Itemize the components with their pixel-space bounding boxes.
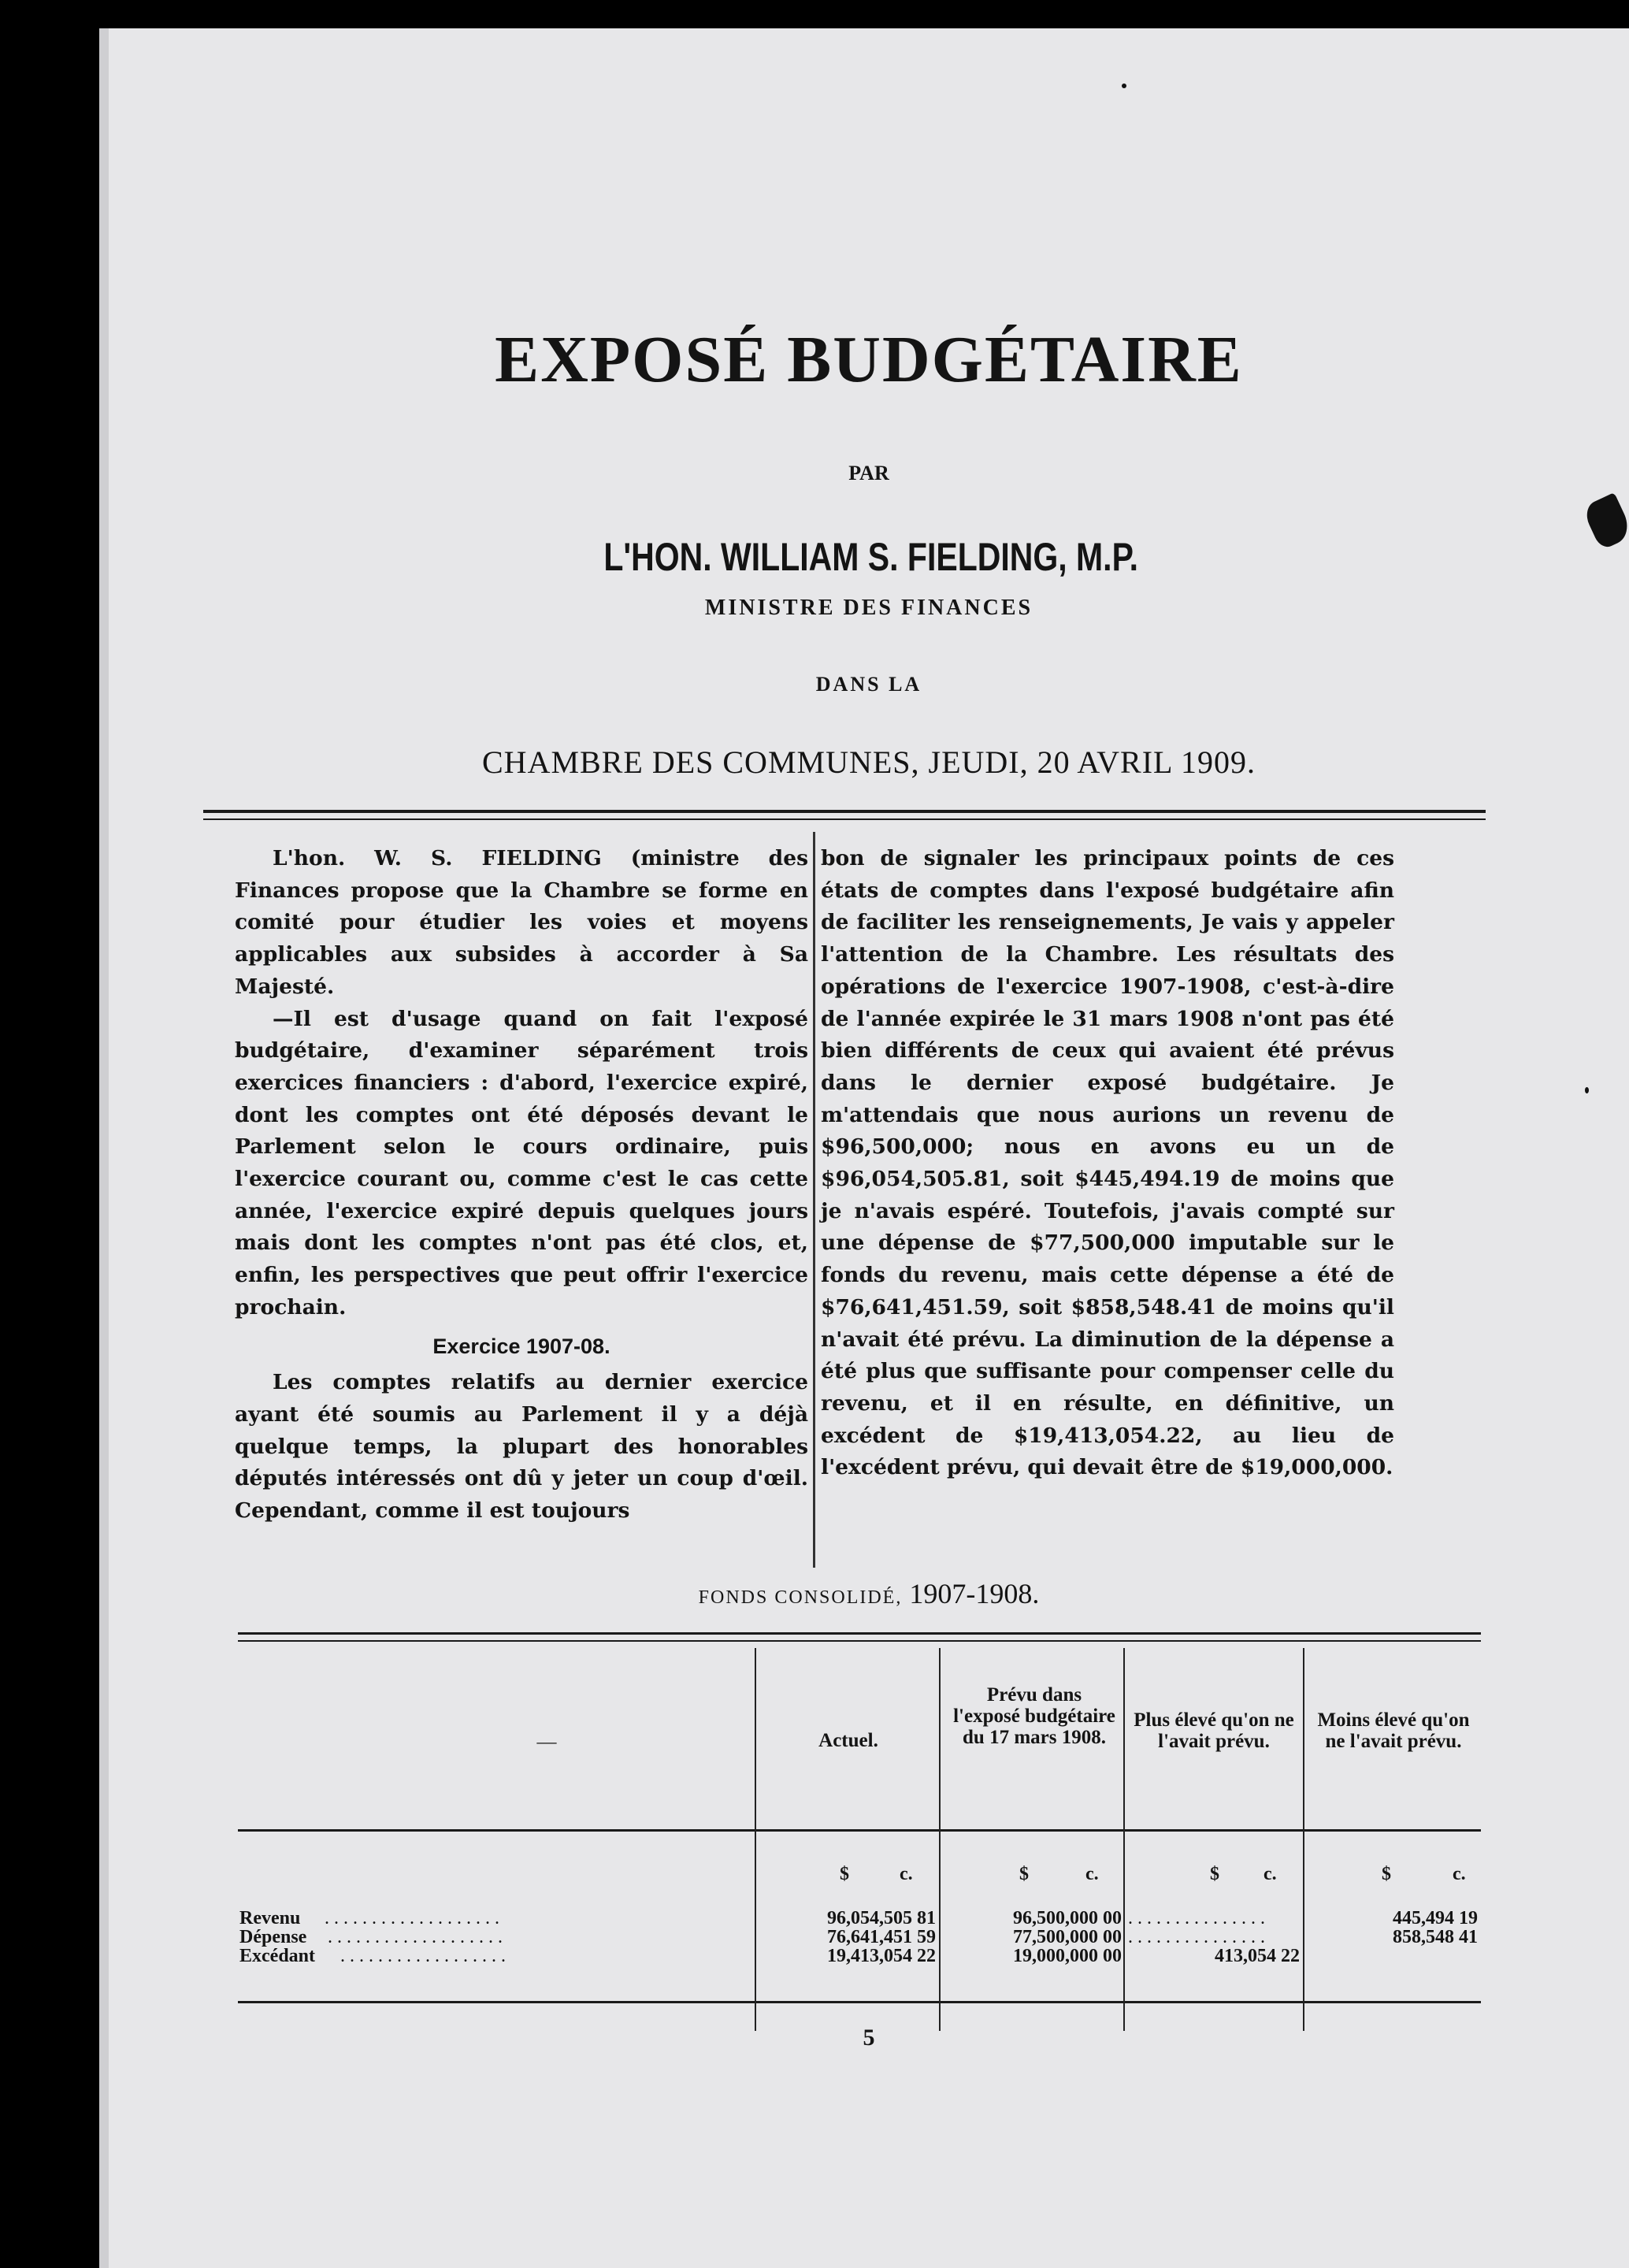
table-caption bbox=[109, 1577, 1629, 1610]
left-column bbox=[235, 843, 808, 1527]
cell-forecast: 19,000,000 00 bbox=[1013, 1946, 1122, 1966]
header-actual: Actuel. bbox=[818, 1730, 878, 1751]
ministry-title: MINISTRE DES FINANCES bbox=[704, 596, 1033, 620]
currency-cents: c. bbox=[900, 1864, 913, 1884]
header-lower: Moins élevé qu'on ne l'avait prévu. bbox=[1317, 1709, 1470, 1752]
table-rule-top bbox=[238, 1632, 1481, 1635]
column-divider bbox=[813, 832, 815, 1568]
currency-cents: c. bbox=[1263, 1864, 1277, 1884]
row-label-revenu: Revenu bbox=[239, 1908, 301, 1928]
table-col-divider bbox=[1303, 1648, 1304, 2031]
header-forecast: Prévu dans l'exposé budgétaire du 17 mars 1908. bbox=[953, 1684, 1115, 1748]
heading-rule-bottom bbox=[203, 818, 1486, 820]
heading-rule-top bbox=[203, 810, 1486, 813]
cell-lower: 858,548 41 bbox=[1393, 1927, 1478, 1947]
author-name: L'HON. WILLIAM S. FIELDING, M.P. bbox=[603, 535, 1139, 579]
cell-actual: 96,054,505 81 bbox=[827, 1908, 936, 1928]
currency-cents: c. bbox=[1453, 1864, 1466, 1884]
leader-dots: . . . . . . . . . . . . . . . . . . bbox=[340, 1946, 506, 1966]
leader-dots: . . . . . . . . . . . . . . . . . . . bbox=[325, 1908, 499, 1928]
paragraph: bon de signaler les principaux points de ces états de comptes dans l'exposé budgétaire afin de faciliter les renseignements, Je vais y appeler l'attention de la Chambre. Les résultats des opérations de l'exercice 1907-1908, c'est-à-dire de l'année expirée le 31 mars 1908 n'ont pas été bien différents de ceux qui avaient été prévus dans le dernier exposé budgétaire. Je m'attendais que nous aurions un revenu de $96,500,000; nous en avons eu un de $96,054,505.81, soit $445,494.19 de moins que je n'avais espéré. Toutefois, j'avais compté sur une dépense de $77,500,000 imputable sur le fonds du revenu, mais cette dépense a été de $76,641,451.59, soit $858,548.41 de moins qu'il n'avait été prévu. La diminution de la dépense a été plus que suffisante pour compenser celle du revenu, et il en résulte, en définitive, un excédent de $19,413,054.22, au lieu de l'excédent prévu, qui devait être de $19,000,000. bbox=[821, 846, 1394, 1480]
document-page bbox=[109, 28, 1629, 2268]
paragraph: L'hon. W. S. FIELDING (ministre des Finances propose que la Chambre se forme en comité pour étudier les voies et moyens applicables aux subsides à accorder à Sa Majesté. bbox=[235, 846, 808, 999]
table-caption-fund: FONDS CONSOLIDÉ, bbox=[698, 1587, 903, 1608]
currency-cents: c. bbox=[1085, 1864, 1099, 1884]
table-caption-years: 1907-1908. bbox=[902, 1578, 1040, 1609]
header-higher: Plus élevé qu'on ne l'avait prévu. bbox=[1134, 1709, 1294, 1752]
dans-la: DANS LA bbox=[815, 673, 922, 696]
scan-speck bbox=[1585, 1087, 1589, 1093]
paragraph: Les comptes relatifs au dernier exercice ayant été soumis au Parlement il y a déjà quelque temps, la plupart des honorables députés intéressés ont dû y jeter un coup d'œil. Cependant, comme il est toujours bbox=[235, 1370, 808, 1524]
cell-actual: 19,413,054 22 bbox=[827, 1946, 936, 1966]
row-label-excedant: Excédant bbox=[239, 1946, 315, 1966]
page-number: 5 bbox=[863, 2025, 875, 2051]
chamber-date-line: CHAMBRE DES COMMUNES, JEUDI, 20 AVRIL 1909. bbox=[482, 744, 1256, 780]
section-subheading: Exercice 1907-08. bbox=[432, 1334, 610, 1358]
currency-dollar: $ bbox=[1382, 1864, 1391, 1884]
cell-forecast: 96,500,000 00 bbox=[1013, 1908, 1122, 1928]
leader-dots: . . . . . . . . . . . . . . . bbox=[1128, 1927, 1265, 1947]
right-column bbox=[821, 843, 1394, 1484]
row-label-depense: Dépense bbox=[239, 1927, 307, 1947]
cell-lower: 445,494 19 bbox=[1393, 1908, 1478, 1928]
cell-higher: 413,054 22 bbox=[1215, 1946, 1300, 1966]
cell-actual: 76,641,451 59 bbox=[827, 1927, 936, 1947]
leader-dots: . . . . . . . . . . . . . . . bbox=[1128, 1908, 1265, 1928]
table-col-divider bbox=[755, 1648, 756, 2031]
header-blank: — bbox=[536, 1732, 557, 1753]
currency-dollar: $ bbox=[1019, 1864, 1029, 1884]
left-page-edge bbox=[99, 28, 109, 2268]
paragraph: —Il est d'usage quand on fait l'exposé budgétaire, d'examiner séparément trois exercices financiers : d'abord, l'exercice expiré, dont les comptes ont été déposés devant le Parlement selon le cours ordinaire, puis l'exercice courant ou, comme c'est le cas cette année, l'exercice expiré depuis quelques jours mais dont les comptes n'ont pas été clos, et, enfin, les perspectives que peut offrir l'exercice prochain. bbox=[235, 1006, 808, 1320]
consolidated-fund-table bbox=[239, 1637, 1479, 2015]
currency-dollar: $ bbox=[1210, 1864, 1219, 1884]
byline-par: PAR bbox=[848, 462, 889, 484]
scan-speck bbox=[1581, 492, 1629, 551]
document-title: EXPOSÉ BUDGÉTAIRE bbox=[495, 323, 1243, 396]
leader-dots: . . . . . . . . . . . . . . . . . . . bbox=[328, 1927, 503, 1947]
cell-forecast: 77,500,000 00 bbox=[1013, 1927, 1122, 1947]
table-col-divider bbox=[1123, 1648, 1125, 2031]
scan-speck bbox=[1122, 84, 1126, 88]
table-col-divider bbox=[939, 1648, 941, 2031]
currency-dollar: $ bbox=[840, 1864, 849, 1884]
